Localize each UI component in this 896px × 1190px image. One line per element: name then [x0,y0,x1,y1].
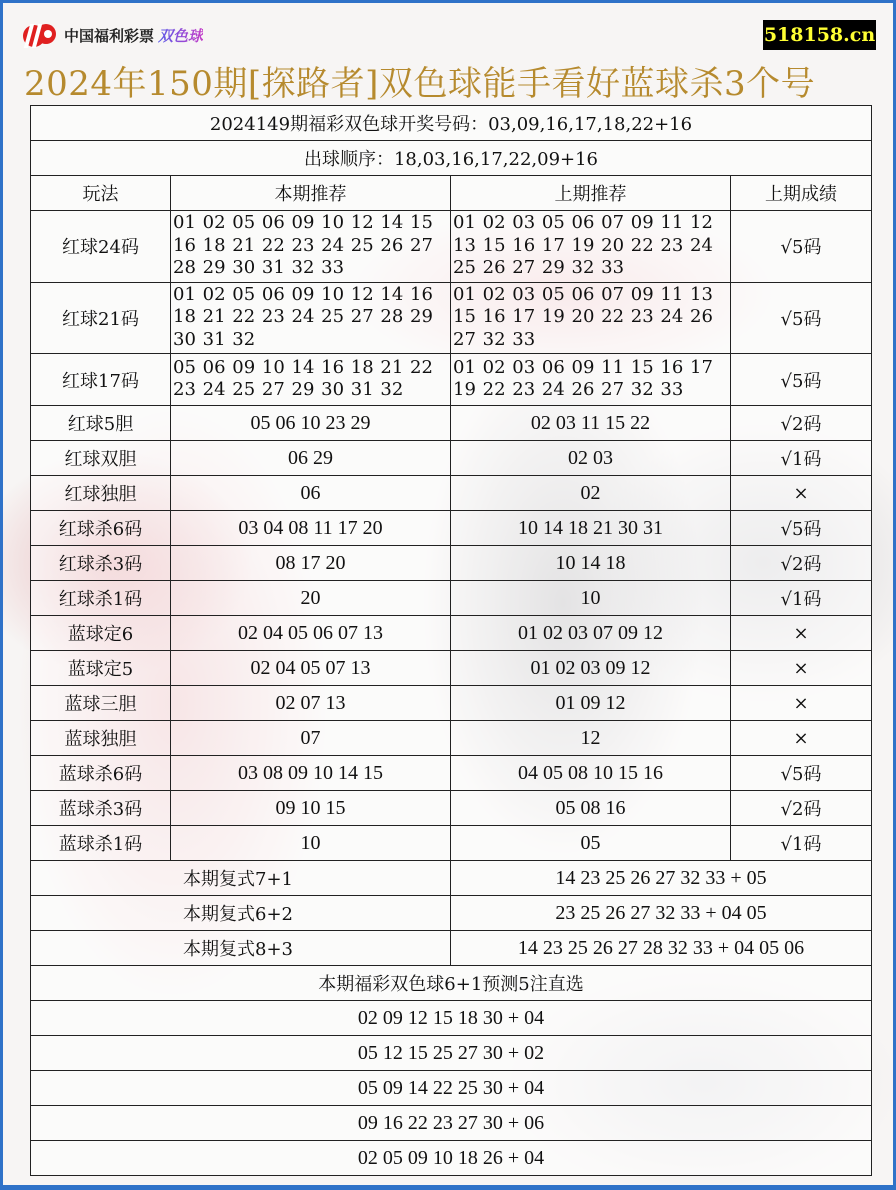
play-label: 红球5胆 [31,406,171,441]
compound-value: 23 25 26 27 32 33 + 04 05 [451,896,872,931]
pick-row [31,1071,872,1106]
header-current: 本期推荐 [171,176,451,211]
result-cell: √5码 [731,282,872,354]
welfare-lottery-logo-icon [20,21,60,49]
current-numbers: 03 04 08 11 17 20 [171,511,451,546]
result-cell: √5码 [731,511,872,546]
pick-line: 02 05 09 10 18 26 + 04 [31,1141,872,1176]
previous-numbers: 05 08 16 [451,791,731,826]
picks-title-row [31,966,872,1001]
play-label: 蓝球杀3码 [31,791,171,826]
current-numbers: 02 04 05 06 07 13 [171,616,451,651]
current-numbers: 06 [171,476,451,511]
result-cell: × [731,651,872,686]
compound-row [31,861,872,896]
previous-numbers: 02 03 11 15 22 [451,406,731,441]
play-label: 红球24码 [31,211,171,283]
pick-row [31,1141,872,1176]
table-row [31,791,872,826]
current-numbers: 02 07 13 [171,686,451,721]
previous-numbers: 10 14 18 [451,546,731,581]
table-row [31,616,872,651]
result-cell: √5码 [731,756,872,791]
table-row [31,546,872,581]
previous-numbers: 10 14 18 21 30 31 [451,511,731,546]
site-badge[interactable]: 518158.cn [763,20,876,50]
table-row [31,686,872,721]
current-numbers: 02 04 05 07 13 [171,651,451,686]
result-cell: √5码 [731,211,872,283]
draw-order-row [31,141,872,176]
previous-numbers: 05 [451,826,731,861]
compound-label: 本期复式7+1 [31,861,451,896]
previous-numbers: 04 05 08 10 15 16 [451,756,731,791]
play-label: 蓝球杀6码 [31,756,171,791]
compound-label: 本期复式8+3 [31,931,451,966]
table-row [31,282,872,354]
compound-label: 本期复式6+2 [31,896,451,931]
table-row [31,651,872,686]
table-row [31,826,872,861]
header-result: 上期成绩 [731,176,872,211]
table-row [31,581,872,616]
current-numbers: 01 02 05 06 09 10 12 14 16 18 21 22 23 24 25 27 28 29 30 31 32 [171,282,451,354]
compound-value: 14 23 25 26 27 28 32 33 + 04 05 06 [451,931,872,966]
play-label: 蓝球杀1码 [31,826,171,861]
result-cell: √5码 [731,354,872,406]
compound-row [31,896,872,931]
draw-result-row [31,106,872,141]
pick-line: 02 09 12 15 18 30 + 04 [31,1001,872,1036]
pick-line: 05 12 15 25 27 30 + 02 [31,1036,872,1071]
result-cell: √2码 [731,546,872,581]
compound-value: 14 23 25 26 27 32 33 + 05 [451,861,872,896]
pick-line: 05 09 14 22 25 30 + 04 [31,1071,872,1106]
result-cell: × [731,476,872,511]
table-row [31,511,872,546]
table-row [31,756,872,791]
draw-order: 出球顺序：18,03,16,17,22,09+16 [31,141,872,176]
result-cell: √2码 [731,791,872,826]
play-label: 红球杀6码 [31,511,171,546]
table-row [31,354,872,406]
result-cell: × [731,686,872,721]
result-cell: √1码 [731,441,872,476]
pick-row [31,1106,872,1141]
previous-numbers: 10 [451,581,731,616]
table-row [31,211,872,283]
previous-numbers: 01 02 03 07 09 12 [451,616,731,651]
current-numbers: 07 [171,721,451,756]
current-numbers: 10 [171,826,451,861]
logo-brand: 双色球 [158,26,204,45]
play-label: 红球独胆 [31,476,171,511]
play-label: 蓝球定6 [31,616,171,651]
play-label: 蓝球定5 [31,651,171,686]
previous-numbers: 01 02 03 05 06 07 09 11 12 13 15 16 17 19 20 22 23 24 25 26 27 29 32 33 [451,211,731,283]
play-label: 红球21码 [31,282,171,354]
current-numbers: 03 08 09 10 14 15 [171,756,451,791]
play-label: 红球双胆 [31,441,171,476]
previous-numbers: 02 [451,476,731,511]
table-row [31,721,872,756]
previous-numbers: 01 02 03 05 06 07 09 11 13 15 16 17 19 20 22 23 24 26 27 32 33 [451,282,731,354]
current-numbers: 20 [171,581,451,616]
result-cell: √1码 [731,581,872,616]
play-label: 红球杀1码 [31,581,171,616]
header-play: 玩法 [31,176,171,211]
current-numbers: 06 29 [171,441,451,476]
logo-text: 中国福利彩票 [64,26,155,45]
previous-numbers: 01 02 03 09 12 [451,651,731,686]
table-header-row [31,176,872,211]
prediction-table [30,105,872,1176]
current-numbers: 01 02 05 06 09 10 12 14 15 16 18 21 22 23 24 25 26 27 28 29 30 31 32 33 [171,211,451,283]
result-cell: √2码 [731,406,872,441]
result-cell: × [731,721,872,756]
pick-line: 09 16 22 23 27 30 + 06 [31,1106,872,1141]
table-row [31,406,872,441]
table-row [31,441,872,476]
play-label: 蓝球三胆 [31,686,171,721]
lottery-logo [20,22,203,48]
picks-title: 本期福彩双色球6+1预测5注直选 [31,966,872,1001]
table-row [31,476,872,511]
play-label: 红球杀3码 [31,546,171,581]
current-numbers: 05 06 09 10 14 16 18 21 22 23 24 25 27 29 30 31 32 [171,354,451,406]
play-label: 红球17码 [31,354,171,406]
previous-numbers: 01 02 03 06 09 11 15 16 17 19 22 23 24 26 27 32 33 [451,354,731,406]
header-previous: 上期推荐 [451,176,731,211]
draw-result: 2024149期福彩双色球开奖号码：03,09,16,17,18,22+16 [31,106,872,141]
page-title: 2024年150期[探路者]双色球能手看好蓝球杀3个号 [24,64,816,104]
play-label: 蓝球独胆 [31,721,171,756]
previous-numbers: 02 03 [451,441,731,476]
current-numbers: 09 10 15 [171,791,451,826]
current-numbers: 05 06 10 23 29 [171,406,451,441]
result-cell: √1码 [731,826,872,861]
result-cell: × [731,616,872,651]
pick-row [31,1036,872,1071]
compound-row [31,931,872,966]
previous-numbers: 01 09 12 [451,686,731,721]
previous-numbers: 12 [451,721,731,756]
current-numbers: 08 17 20 [171,546,451,581]
pick-row [31,1001,872,1036]
